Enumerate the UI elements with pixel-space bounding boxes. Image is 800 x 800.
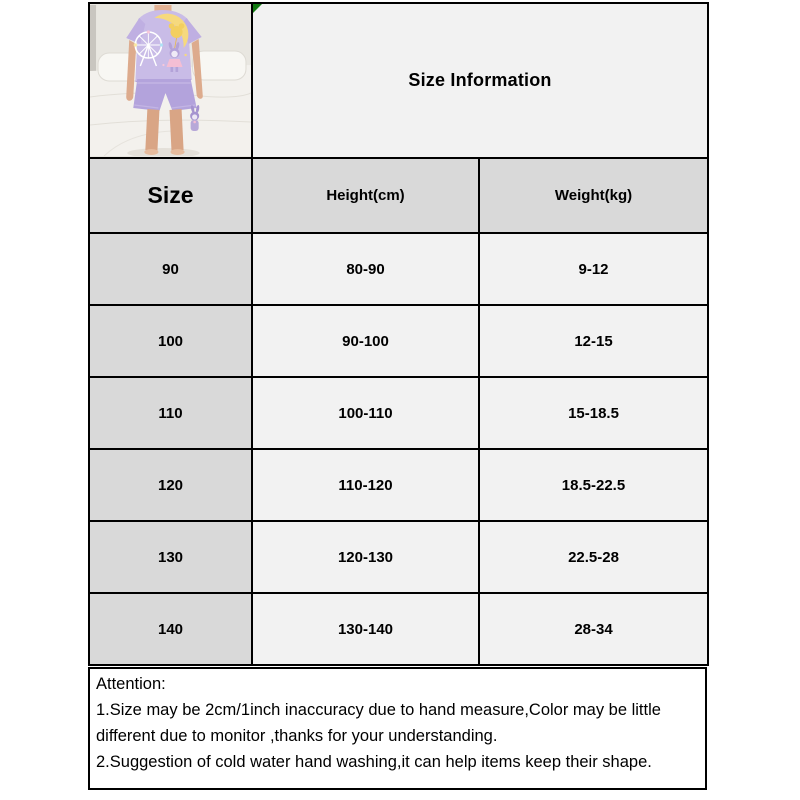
weight-cell: 28-34 [479,593,708,665]
photo-and-title-row [89,3,708,158]
print-dot [147,30,150,33]
table-row [89,377,708,449]
weight-cell: 15-18.5 [479,377,708,449]
size-information-header-cell [252,3,708,158]
size-chart-sheet [88,2,707,790]
child-foot [144,149,158,155]
height-cell: 110-120 [252,449,479,521]
table-header-row [89,158,708,233]
column-header-height: Height(cm) [252,158,479,233]
weight-cell: 22.5-28 [479,521,708,593]
weight-cell: 18.5-22.5 [479,449,708,521]
print-dot [134,43,137,46]
size-cell: 100 [89,305,252,377]
height-cell: 120-130 [252,521,479,593]
height-cell: 80-90 [252,233,479,305]
attention-box [88,667,707,790]
print-bunny-leg [176,67,179,72]
print-star [184,54,186,56]
print-bunny-face [171,51,177,57]
green-corner-marker-icon [253,4,262,13]
print-mickey-balloon [171,26,183,38]
child-leg-right [169,109,183,151]
weight-cell: 12-15 [479,305,708,377]
size-cell: 130 [89,521,252,593]
child-foot [171,149,185,155]
size-cell: 140 [89,593,252,665]
plush-face [192,114,197,119]
print-bunny-leg [171,67,174,72]
height-cell: 130-140 [252,593,479,665]
table-row [89,305,708,377]
column-header-weight: Weight(kg) [479,158,708,233]
size-cell: 90 [89,233,252,305]
attention-title: Attention: [96,675,166,693]
table-row [89,521,708,593]
print-dot [160,43,163,46]
table-row [89,593,708,665]
size-table [88,2,709,666]
table-row [89,233,708,305]
child-leg-left [145,109,159,151]
size-cell: 110 [89,377,252,449]
table-row [89,449,708,521]
weight-cell: 9-12 [479,233,708,305]
product-photo [90,5,251,156]
attention-note-1: 1.Size may be 2cm/1inch inaccuracy due to hand measure,Color may be little different due to monitor ,thanks for your understanding. [96,701,661,745]
column-header-size: Size [89,158,252,233]
size-cell: 120 [89,449,252,521]
print-star [162,64,164,66]
size-information-title: Size Information [408,70,552,90]
height-cell: 90-100 [252,305,479,377]
height-cell: 100-110 [252,377,479,449]
product-photo-cell [89,3,252,158]
attention-note-2: 2.Suggestion of cold water hand washing,it can help items keep their shape. [96,753,652,771]
plush-bow [193,121,196,124]
